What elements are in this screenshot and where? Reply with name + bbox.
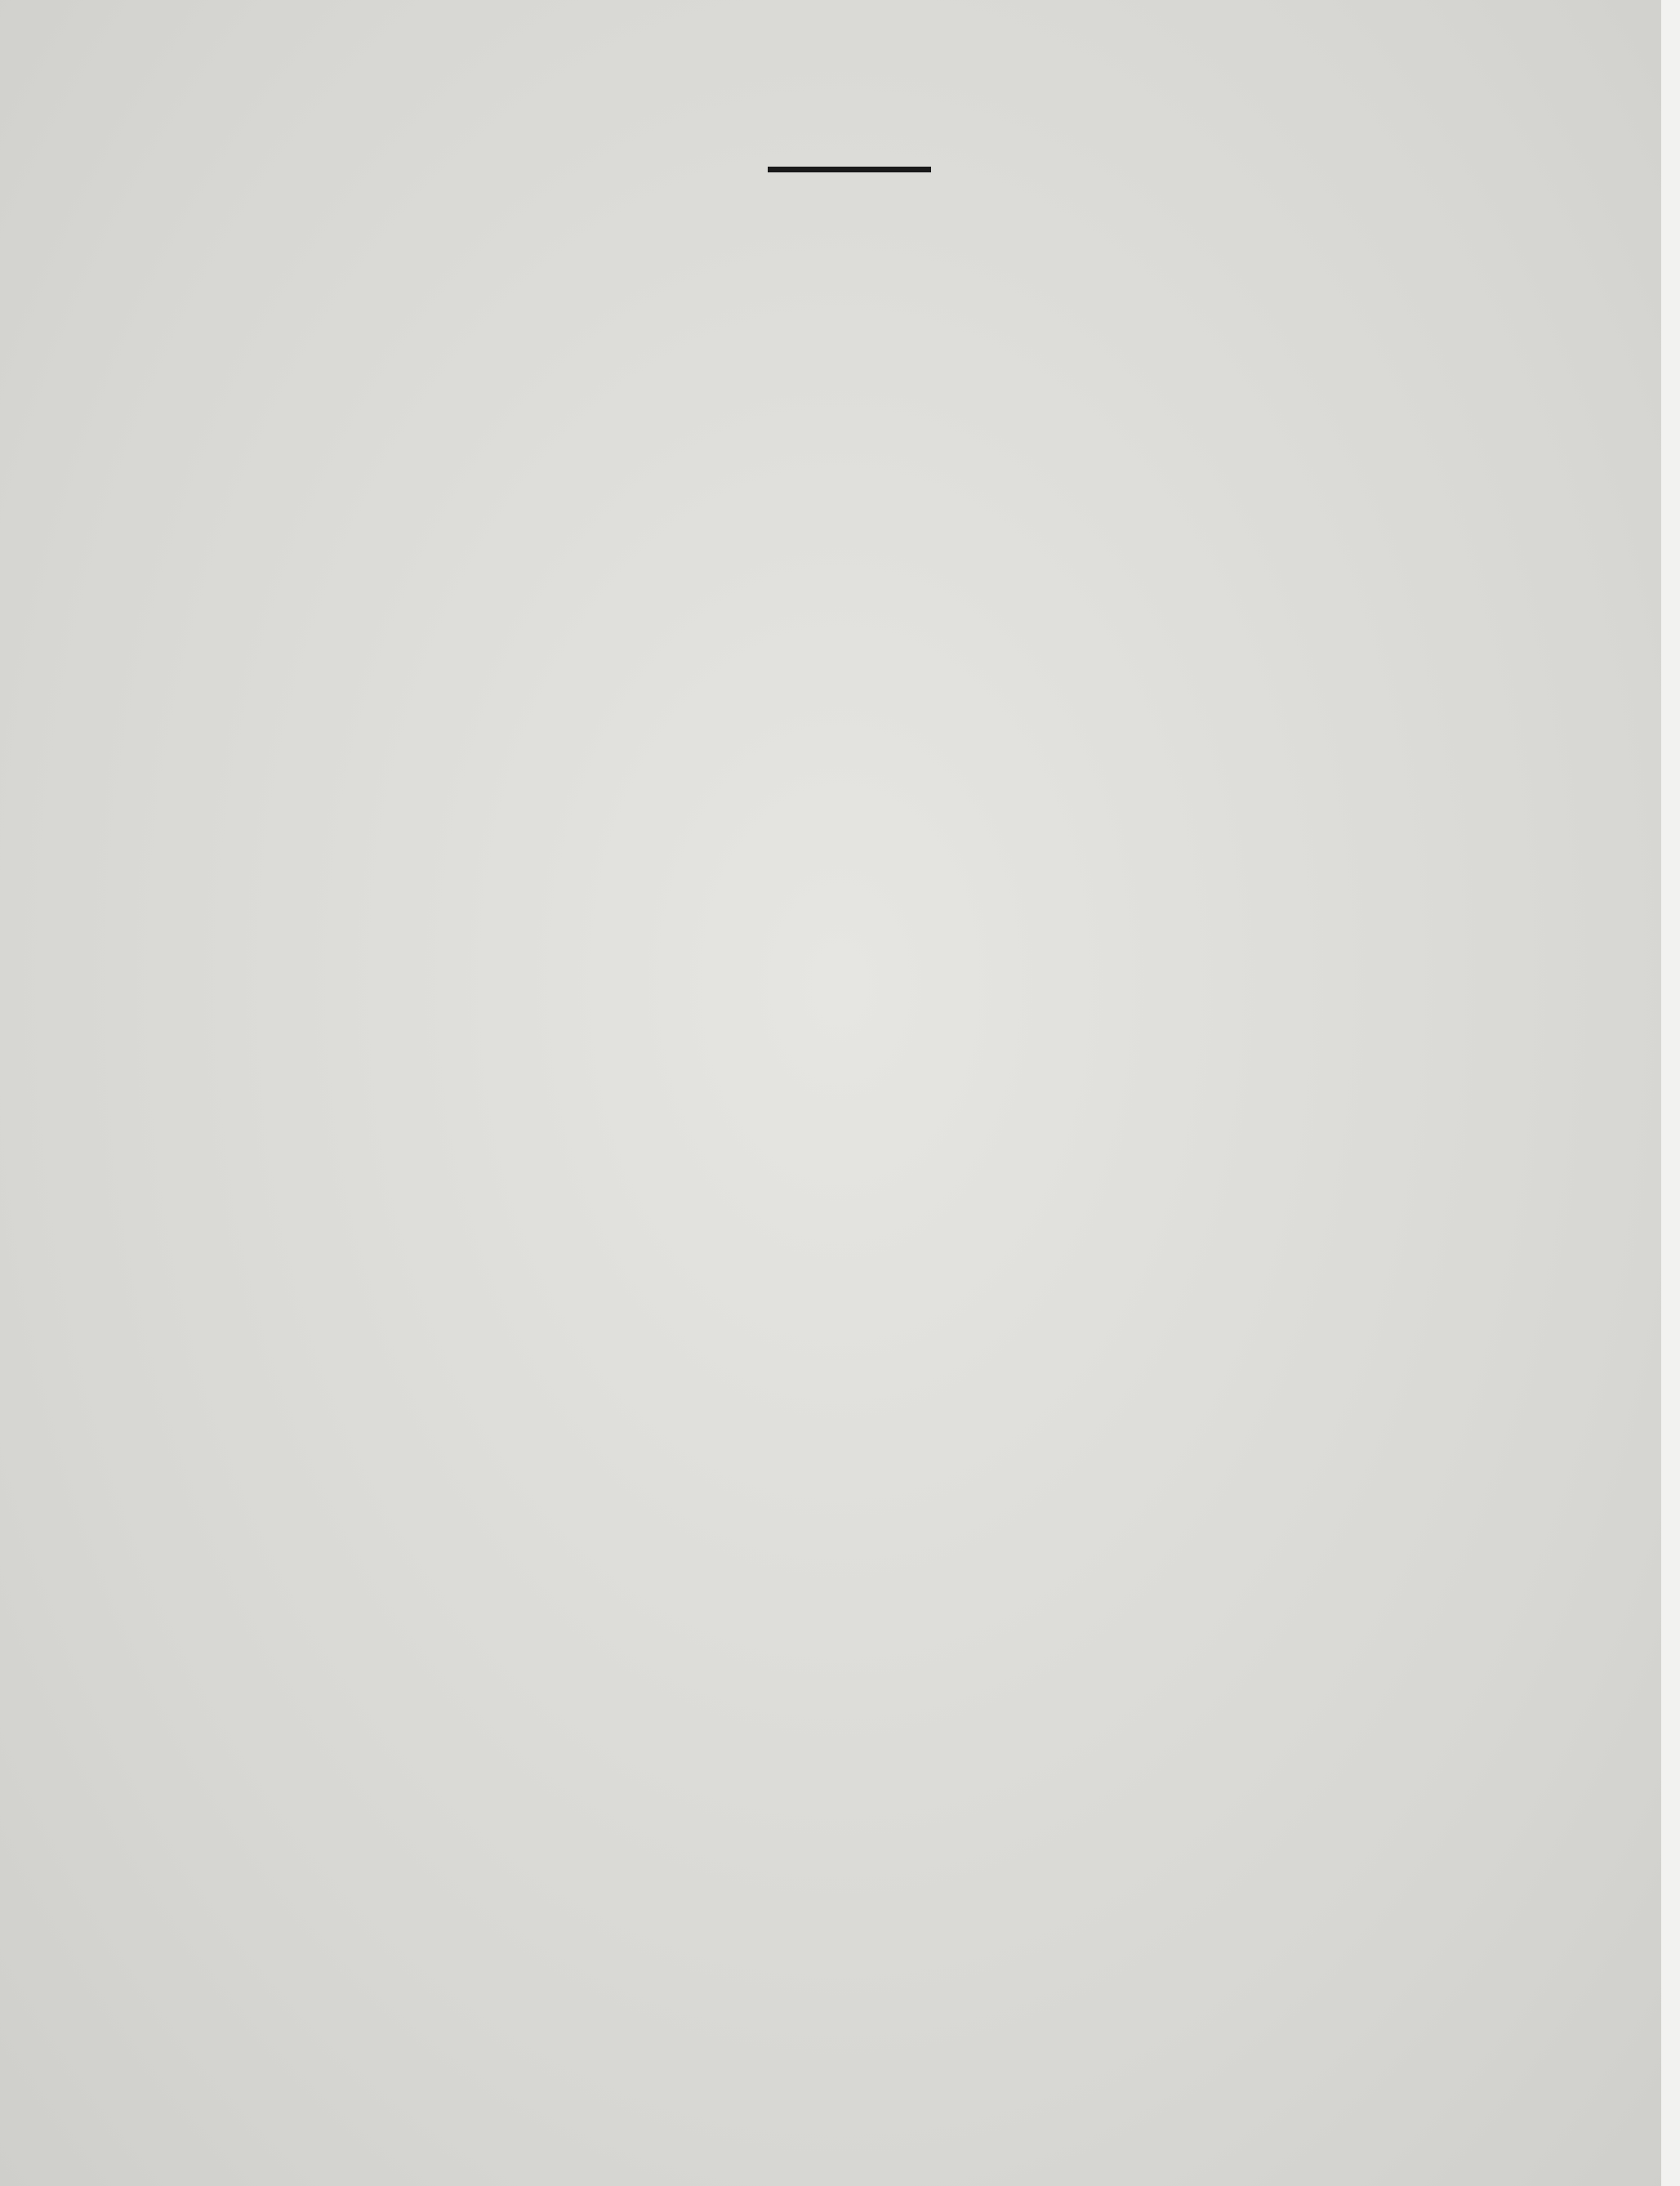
page-number-rule	[768, 167, 931, 172]
page-edge	[1661, 0, 1680, 2186]
